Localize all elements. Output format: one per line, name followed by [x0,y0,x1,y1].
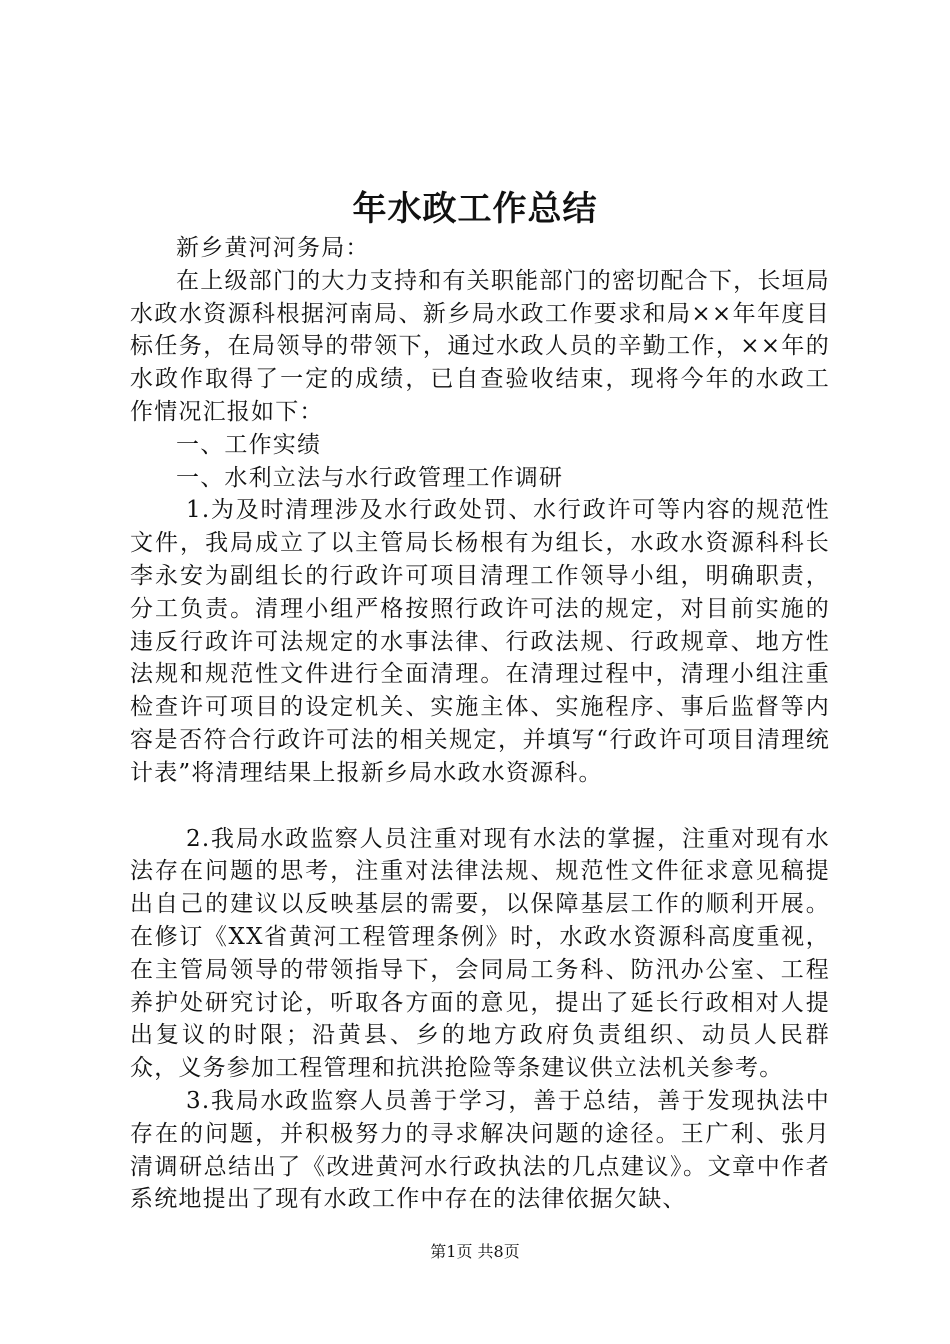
paragraph-2: 2.我局水政监察人员注重对现有水法的掌握，注重对现有水法存在问题的思考，注重对法律法规、规范性文件征求意见稿提出自己的建议以反映基层的需要，以保障基层工作的顺利开展。在修订《XX省黄河工程管理条例》时，水政水资源科高度重视，在主管局领导的带领指导下，会同局工务科、防汛办公室、工程养护处研究讨论，听取各方面的意见，提出了延长行政相对人提出复议的时限；沿黄县、乡的地方政府负责组织、动员人民群众，义务参加工程管理和抗洪抢险等条建议供立法机关参考。 [130,825,830,1082]
paragraph-spacer [130,790,830,823]
intro-paragraph: 在上级部门的大力支持和有关职能部门的密切配合下，长垣局水政水资源科根据河南局、新乡局水政工作要求和局××年年度目标任务，在局领导的带领下，通过水政人员的辛勤工作，××年的水政作取得了一定的成绩，已自查验收结束，现将今年的水政工作情况汇报如下： [130,267,830,425]
paragraph-1: 1.为及时清理涉及水行政处罚、水行政许可等内容的规范性文件，我局成立了以主管局长杨根有为组长，水政水资源科科长李永安为副组长的行政许可项目清理工作领导小组，明确职责，分工负责。清理小组严格按照行政许可法的规定，对目前实施的违反行政许可法规定的水事法律、行政法规、行政规章、地方性法规和规范性文件进行全面清理。在清理过程中，清理小组注重检查许可项目的设定机关、实施主体、实施程序、事后监督等内容是否符合行政许可法的相关规定，并填写“行政许可项目清理统计表”将清理结果上报新乡局水政水资源科。 [130,497,830,786]
document-title: 年水政工作总结 [352,189,598,229]
salutation: 新乡黄河河务局： [176,235,370,261]
paragraph-3: 3.我局水政监察人员善于学习，善于总结，善于发现执法中存在的问题，并积极努力的寻求解决问题的途径。王广利、张月清调研总结出了《改进黄河水行政执法的几点建议》。文章中作者系统地提出了现有水政工作中存在的法律依据欠缺、 [130,1087,830,1213]
page-footer: 第1页 共8页 [430,1242,520,1261]
document-body [130,232,830,1216]
subsection-heading: 一、水利立法与水行政管理工作调研 [176,464,564,491]
section-heading: 一、工作实绩 [176,431,322,458]
